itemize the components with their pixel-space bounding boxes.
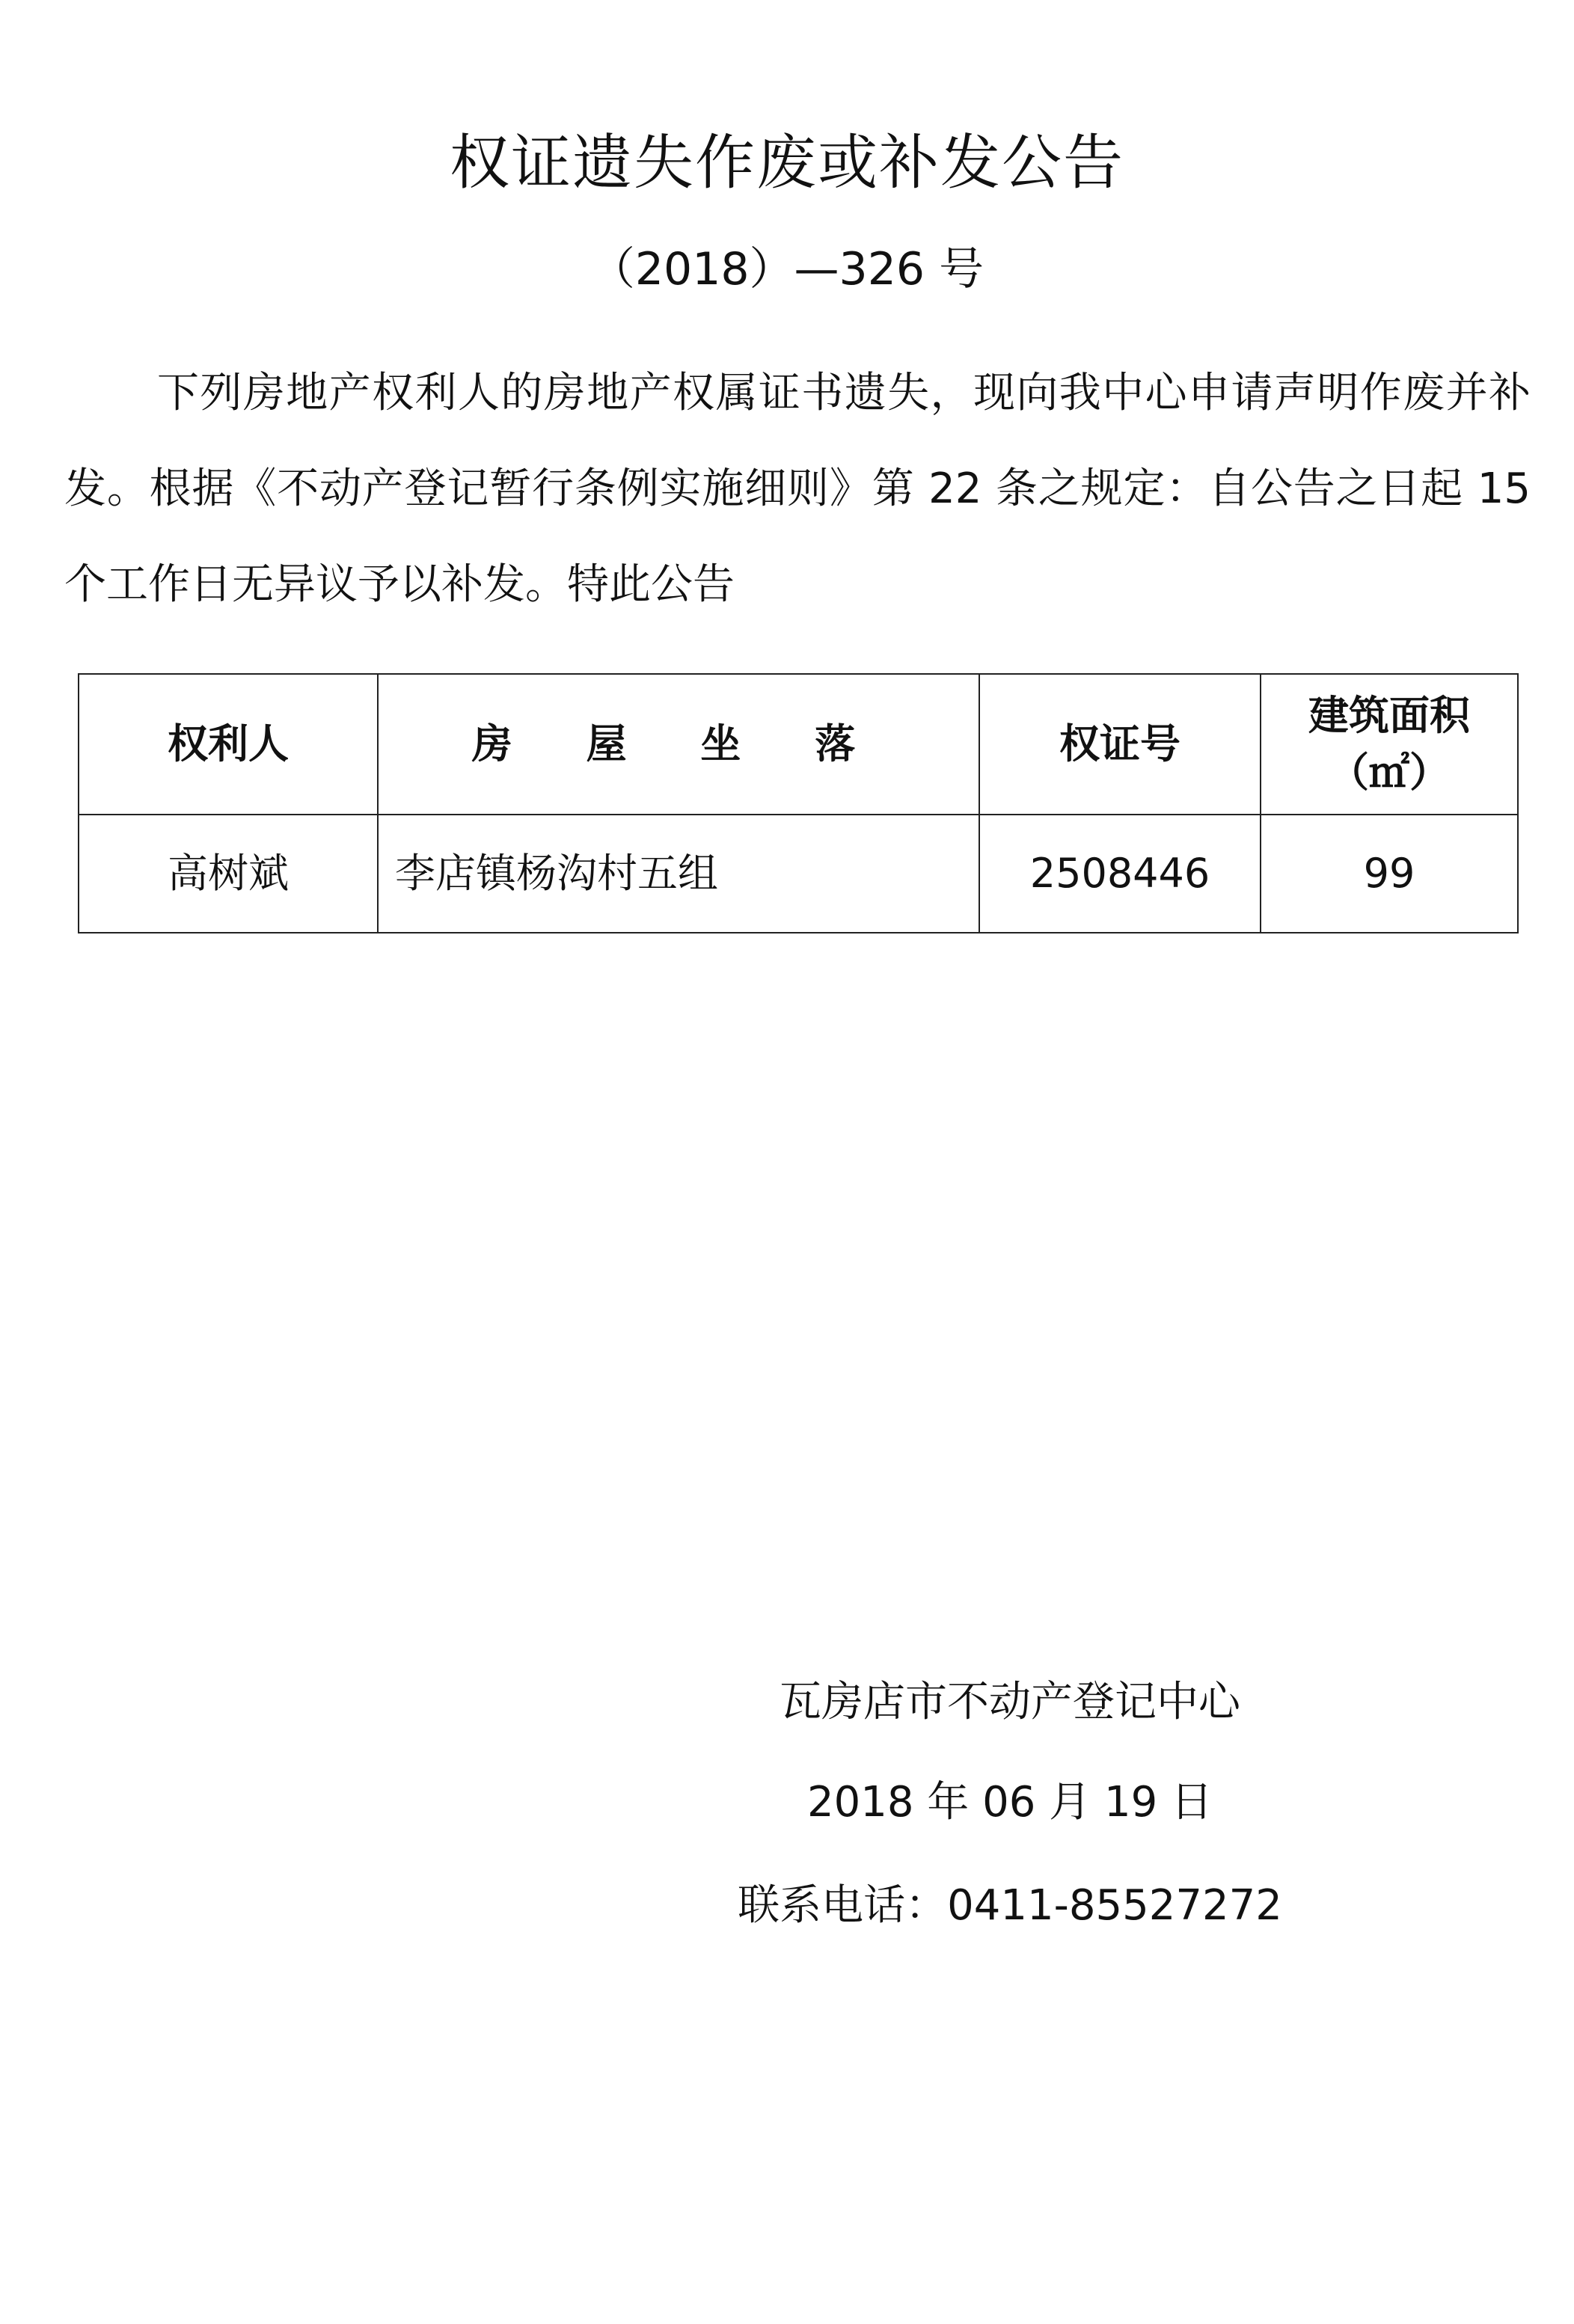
issue-date: 2018 年 06 月 19 日 [806, 1778, 1213, 1827]
header-area-label: 建筑面积 [1308, 692, 1470, 739]
header-address [378, 674, 979, 815]
header-address-label: 房 屋 坐 落 [471, 720, 886, 767]
issuing-organization: 瓦房店市不动产登记中心 [780, 1678, 1240, 1726]
header-area-unit: （㎡） [1329, 749, 1450, 796]
header-owner: 权利人 [79, 674, 378, 815]
header-area [1261, 674, 1518, 815]
table-header-row [79, 674, 1518, 815]
notice-number: （2018）—326 号 [590, 243, 984, 295]
cell-area: 99 [1261, 815, 1518, 933]
table-row [79, 815, 1518, 933]
notice-title: 权证遗失作废或补发公告 [450, 128, 1124, 197]
contact-phone: 联系电话：0411-85527272 [738, 1881, 1282, 1930]
cell-owner: 高树斌 [79, 815, 378, 933]
cell-address: 李店镇杨沟村五组 [378, 815, 979, 933]
header-cert-no: 权证号 [979, 674, 1261, 815]
cell-cert-no: 2508446 [979, 815, 1261, 933]
property-table [78, 673, 1519, 933]
notice-body: 下列房地产权利人的房地产权属证书遗失，现向我中心申请声明作废并补发。根据《不动产登记暂行条例实施细则》第 22 条之规定：自公告之日起 15 个工作日无异议予以补发。特此公告 [64, 369, 1531, 609]
